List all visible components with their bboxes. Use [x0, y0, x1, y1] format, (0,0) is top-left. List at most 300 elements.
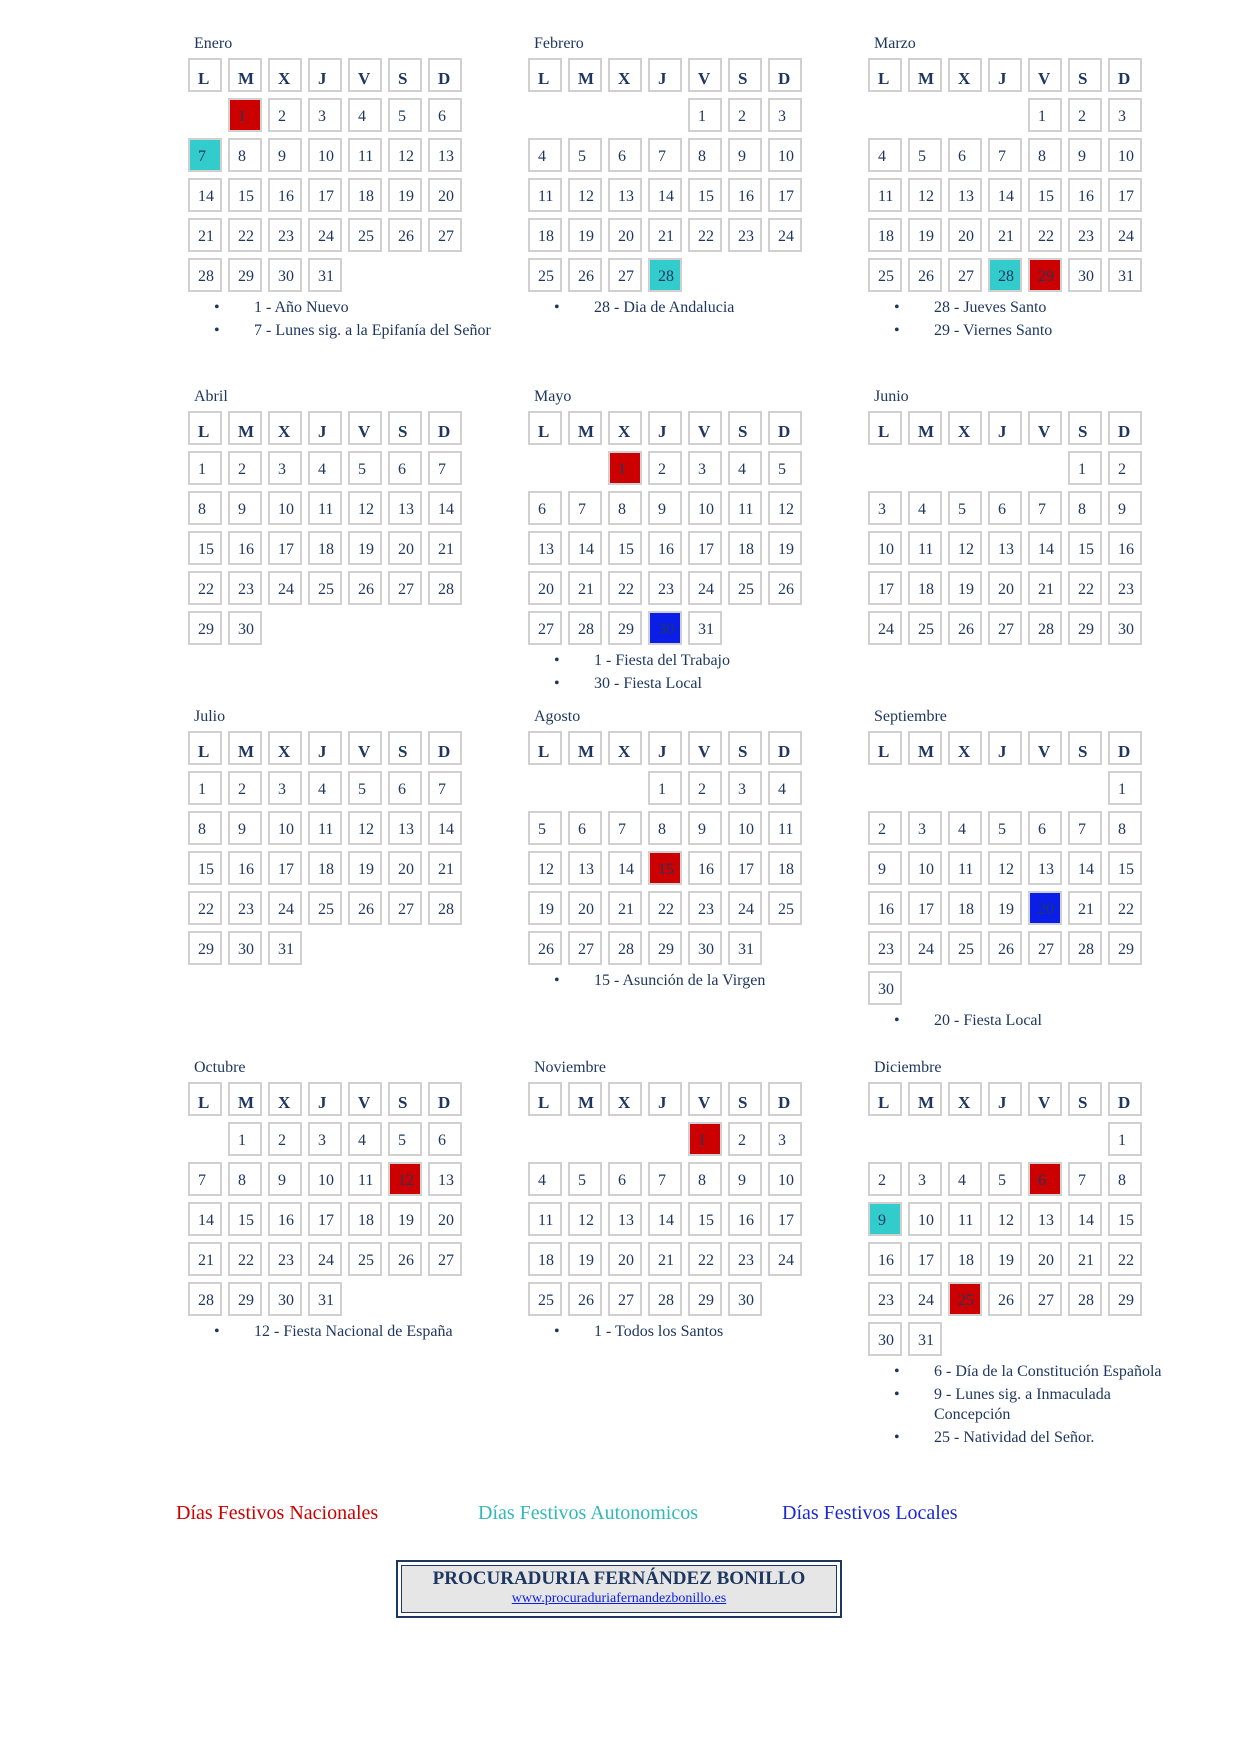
day-cell: 11 — [868, 178, 902, 212]
day-cell: 23 — [268, 1242, 302, 1276]
day-cell: 7 — [428, 451, 462, 485]
day-cell: 12 — [528, 851, 562, 885]
day-cell: 4 — [948, 1162, 982, 1196]
weekday-header: L — [528, 731, 562, 765]
empty-cell — [988, 98, 1022, 132]
holiday-list — [528, 1322, 828, 1342]
footer-brand: PROCURADURIA FERNÁNDEZ BONILLO — [432, 1568, 806, 1589]
day-cell: 15 — [188, 851, 222, 885]
day-cell: 22 — [1108, 891, 1142, 925]
day-cell: 18 — [908, 571, 942, 605]
day-cell: 19 — [388, 1202, 422, 1236]
day-cell: 14 — [568, 531, 602, 565]
month-title: Julio — [194, 708, 226, 725]
weekday-header: V — [1028, 411, 1062, 445]
day-cell: 31 — [688, 611, 722, 645]
weekday-header: V — [348, 1082, 382, 1116]
day-cell: 13 — [388, 491, 422, 525]
footer-website-link[interactable]: www.procuraduriafernandezbonillo.es — [511, 1591, 727, 1606]
day-cell: 27 — [428, 1242, 462, 1276]
weekday-header: M — [568, 731, 602, 765]
day-cell: 16 — [688, 851, 722, 885]
weekday-header: V — [688, 1082, 722, 1116]
day-cell: 26 — [348, 571, 382, 605]
month-grid — [528, 58, 828, 292]
day-cell: 21 — [648, 218, 682, 252]
day-cell: 26 — [908, 258, 942, 292]
weekday-header: V — [1028, 58, 1062, 92]
day-cell: 15 — [228, 178, 262, 212]
day-cell: 28 — [1068, 1282, 1102, 1316]
weekday-header: S — [1068, 58, 1102, 92]
weekday-header: S — [388, 411, 422, 445]
day-cell: 28 — [428, 571, 462, 605]
day-cell: 4 — [528, 138, 562, 172]
weekday-header: V — [688, 411, 722, 445]
day-cell: 27 — [1028, 1282, 1062, 1316]
day-cell: 25 — [348, 218, 382, 252]
weekday-header: L — [868, 411, 902, 445]
day-cell: 1 — [1108, 771, 1142, 805]
day-cell: 16 — [728, 1202, 762, 1236]
day-cell: 16 — [1068, 178, 1102, 212]
day-cell: 3 — [268, 771, 302, 805]
day-cell: 3 — [908, 1162, 942, 1196]
day-cell: 21 — [1068, 1242, 1102, 1276]
day-cell: 14 — [608, 851, 642, 885]
day-cell: 26 — [568, 258, 602, 292]
day-cell: 13 — [428, 138, 462, 172]
day-cell: 19 — [568, 218, 602, 252]
weekday-header: X — [608, 58, 642, 92]
day-cell: 21 — [1028, 571, 1062, 605]
day-cell: 9 — [688, 811, 722, 845]
day-cell: 2 — [648, 451, 682, 485]
day-cell: 29 — [228, 1282, 262, 1316]
holiday-day-cell: 20 — [1028, 891, 1062, 925]
day-cell: 2 — [868, 811, 902, 845]
day-cell: 31 — [1108, 258, 1142, 292]
weekday-header: S — [388, 58, 422, 92]
day-cell: 4 — [948, 811, 982, 845]
day-cell: 12 — [388, 138, 422, 172]
day-cell: 2 — [268, 98, 302, 132]
day-cell: 13 — [988, 531, 1022, 565]
weekday-header: J — [308, 411, 342, 445]
month-title: Marzo — [874, 35, 916, 52]
day-cell: 27 — [988, 611, 1022, 645]
day-cell: 8 — [228, 138, 262, 172]
holiday-note: • 6 - Día de la Constitución Española — [868, 1362, 1174, 1382]
day-cell: 18 — [348, 178, 382, 212]
weekday-header: L — [528, 58, 562, 92]
day-cell: 1 — [688, 98, 722, 132]
day-cell: 18 — [348, 1202, 382, 1236]
day-cell: 1 — [1028, 98, 1062, 132]
day-cell: 8 — [1028, 138, 1062, 172]
day-cell: 22 — [688, 1242, 722, 1276]
weekday-header: M — [908, 58, 942, 92]
holiday-list — [528, 651, 828, 694]
day-cell: 2 — [728, 98, 762, 132]
weekday-header: L — [868, 731, 902, 765]
weekday-header: V — [348, 58, 382, 92]
day-cell: 6 — [388, 451, 422, 485]
day-cell: 24 — [728, 891, 762, 925]
day-cell: 22 — [228, 1242, 262, 1276]
day-cell: 14 — [988, 178, 1022, 212]
empty-cell — [528, 451, 562, 485]
day-cell: 2 — [228, 451, 262, 485]
day-cell: 6 — [388, 771, 422, 805]
holiday-note: • 15 - Asunción de la Virgen — [528, 971, 834, 991]
day-cell: 24 — [768, 218, 802, 252]
holiday-day-cell: 9 — [868, 1202, 902, 1236]
holiday-note: • 29 - Viernes Santo — [868, 321, 1174, 341]
day-cell: 26 — [568, 1282, 602, 1316]
empty-cell — [948, 771, 982, 805]
day-cell: 25 — [728, 571, 762, 605]
day-cell: 4 — [308, 451, 342, 485]
day-cell: 21 — [428, 851, 462, 885]
day-cell: 11 — [948, 851, 982, 885]
month-grid — [528, 1082, 828, 1316]
day-cell: 1 — [1108, 1122, 1142, 1156]
day-cell: 17 — [728, 851, 762, 885]
day-cell: 19 — [348, 531, 382, 565]
day-cell: 4 — [868, 138, 902, 172]
empty-cell — [1028, 771, 1062, 805]
day-cell: 7 — [648, 138, 682, 172]
month-grid — [528, 411, 828, 645]
day-cell: 7 — [188, 1162, 222, 1196]
day-cell: 11 — [768, 811, 802, 845]
day-cell: 18 — [308, 851, 342, 885]
day-cell: 24 — [268, 891, 302, 925]
day-cell: 3 — [308, 1122, 342, 1156]
day-cell: 10 — [268, 811, 302, 845]
day-cell: 29 — [1068, 611, 1102, 645]
day-cell: 1 — [228, 1122, 262, 1156]
legend-autonomic: Días Festivos Autonomicos — [478, 1502, 699, 1524]
empty-cell — [948, 98, 982, 132]
day-cell: 15 — [1108, 1202, 1142, 1236]
day-cell: 16 — [868, 891, 902, 925]
day-cell: 16 — [1108, 531, 1142, 565]
day-cell: 4 — [348, 1122, 382, 1156]
holiday-day-cell: 29 — [1028, 258, 1062, 292]
weekday-header: X — [608, 411, 642, 445]
day-cell: 17 — [868, 571, 902, 605]
month-grid — [868, 411, 1168, 645]
day-cell: 14 — [428, 491, 462, 525]
day-cell: 29 — [188, 611, 222, 645]
weekday-header: X — [268, 731, 302, 765]
empty-cell — [948, 451, 982, 485]
day-cell: 21 — [568, 571, 602, 605]
month-grid — [528, 731, 828, 965]
empty-cell — [608, 771, 642, 805]
day-cell: 24 — [688, 571, 722, 605]
day-cell: 18 — [728, 531, 762, 565]
day-cell: 21 — [1068, 891, 1102, 925]
holiday-note: • 1 - Fiesta del Trabajo — [528, 651, 834, 671]
day-cell: 30 — [228, 611, 262, 645]
holiday-day-cell: 7 — [188, 138, 222, 172]
day-cell: 24 — [308, 1242, 342, 1276]
day-cell: 31 — [308, 258, 342, 292]
day-cell: 27 — [528, 611, 562, 645]
day-cell: 8 — [648, 811, 682, 845]
day-cell: 28 — [188, 258, 222, 292]
day-cell: 25 — [308, 571, 342, 605]
day-cell: 30 — [868, 971, 902, 1005]
day-cell: 31 — [728, 931, 762, 965]
day-cell: 2 — [228, 771, 262, 805]
day-cell: 5 — [568, 1162, 602, 1196]
day-cell: 19 — [568, 1242, 602, 1276]
day-cell: 4 — [308, 771, 342, 805]
day-cell: 20 — [988, 571, 1022, 605]
weekday-header: X — [268, 1082, 302, 1116]
holiday-day-cell: 1 — [688, 1122, 722, 1156]
holiday-list — [868, 298, 1168, 341]
day-cell: 19 — [948, 571, 982, 605]
weekday-header: D — [1108, 411, 1142, 445]
day-cell: 6 — [608, 138, 642, 172]
weekday-header: L — [868, 1082, 902, 1116]
empty-cell — [868, 98, 902, 132]
empty-cell — [988, 1122, 1022, 1156]
day-cell: 19 — [388, 178, 422, 212]
day-cell: 20 — [528, 571, 562, 605]
month-grid — [868, 58, 1168, 292]
day-cell: 17 — [688, 531, 722, 565]
day-cell: 31 — [308, 1282, 342, 1316]
day-cell: 22 — [188, 891, 222, 925]
day-cell: 11 — [948, 1202, 982, 1236]
day-cell: 11 — [308, 491, 342, 525]
holiday-list — [528, 298, 828, 318]
day-cell: 14 — [1068, 1202, 1102, 1236]
empty-cell — [1068, 1122, 1102, 1156]
day-cell: 6 — [528, 491, 562, 525]
day-cell: 9 — [648, 491, 682, 525]
legend-local: Días Festivos Locales — [782, 1502, 958, 1524]
day-cell: 6 — [428, 1122, 462, 1156]
day-cell: 13 — [428, 1162, 462, 1196]
day-cell: 13 — [1028, 1202, 1062, 1236]
day-cell: 23 — [228, 891, 262, 925]
day-cell: 1 — [188, 451, 222, 485]
empty-cell — [988, 451, 1022, 485]
day-cell: 25 — [308, 891, 342, 925]
day-cell: 15 — [228, 1202, 262, 1236]
day-cell: 7 — [428, 771, 462, 805]
day-cell: 18 — [948, 1242, 982, 1276]
day-cell: 23 — [868, 1282, 902, 1316]
day-cell: 16 — [228, 531, 262, 565]
day-cell: 3 — [908, 811, 942, 845]
weekday-header: M — [228, 1082, 262, 1116]
day-cell: 10 — [268, 491, 302, 525]
weekday-header: X — [608, 731, 642, 765]
day-cell: 20 — [428, 178, 462, 212]
day-cell: 13 — [568, 851, 602, 885]
holiday-day-cell: 28 — [988, 258, 1022, 292]
day-cell: 14 — [648, 178, 682, 212]
empty-cell — [1028, 1122, 1062, 1156]
day-cell: 14 — [188, 178, 222, 212]
month-agosto — [528, 707, 828, 994]
month-grid — [188, 58, 488, 292]
day-cell: 10 — [308, 1162, 342, 1196]
day-cell: 15 — [1028, 178, 1062, 212]
day-cell: 11 — [728, 491, 762, 525]
weekday-header: M — [568, 58, 602, 92]
weekday-header: D — [428, 1082, 462, 1116]
day-cell: 16 — [268, 178, 302, 212]
day-cell: 30 — [688, 931, 722, 965]
holiday-day-cell: 28 — [648, 258, 682, 292]
day-cell: 22 — [1068, 571, 1102, 605]
day-cell: 10 — [868, 531, 902, 565]
day-cell: 9 — [728, 1162, 762, 1196]
day-cell: 10 — [688, 491, 722, 525]
day-cell: 8 — [608, 491, 642, 525]
holiday-note: • 20 - Fiesta Local — [868, 1011, 1174, 1031]
day-cell: 9 — [1068, 138, 1102, 172]
day-cell: 9 — [228, 811, 262, 845]
day-cell: 28 — [568, 611, 602, 645]
day-cell: 15 — [1068, 531, 1102, 565]
weekday-header: M — [908, 1082, 942, 1116]
day-cell: 18 — [868, 218, 902, 252]
month-title: Junio — [874, 388, 909, 405]
day-cell: 17 — [768, 1202, 802, 1236]
day-cell: 2 — [728, 1122, 762, 1156]
weekday-header: V — [1028, 1082, 1062, 1116]
weekday-header: D — [428, 411, 462, 445]
day-cell: 10 — [308, 138, 342, 172]
empty-cell — [608, 98, 642, 132]
weekday-header: S — [1068, 1082, 1102, 1116]
month-title: Enero — [194, 35, 233, 52]
day-cell: 1 — [648, 771, 682, 805]
day-cell: 3 — [268, 451, 302, 485]
weekday-header: J — [648, 1082, 682, 1116]
holiday-list — [188, 1322, 488, 1342]
day-cell: 23 — [728, 218, 762, 252]
day-cell: 25 — [348, 1242, 382, 1276]
day-cell: 21 — [608, 891, 642, 925]
weekday-header: S — [728, 731, 762, 765]
day-cell: 6 — [428, 98, 462, 132]
day-cell: 15 — [1108, 851, 1142, 885]
day-cell: 22 — [1028, 218, 1062, 252]
day-cell: 14 — [1028, 531, 1062, 565]
weekday-header: S — [728, 411, 762, 445]
month-grid — [868, 731, 1168, 1005]
weekday-header: D — [1108, 731, 1142, 765]
weekday-header: V — [688, 58, 722, 92]
weekday-header: L — [528, 1082, 562, 1116]
day-cell: 9 — [728, 138, 762, 172]
day-cell: 20 — [428, 1202, 462, 1236]
day-cell: 8 — [688, 138, 722, 172]
day-cell: 11 — [908, 531, 942, 565]
day-cell: 18 — [528, 218, 562, 252]
weekday-header: J — [988, 58, 1022, 92]
empty-cell — [908, 451, 942, 485]
day-cell: 21 — [188, 1242, 222, 1276]
day-cell: 3 — [308, 98, 342, 132]
day-cell: 7 — [1068, 1162, 1102, 1196]
day-cell: 6 — [988, 491, 1022, 525]
day-cell: 27 — [428, 218, 462, 252]
day-cell: 11 — [348, 1162, 382, 1196]
holiday-list — [528, 971, 828, 991]
day-cell: 24 — [1108, 218, 1142, 252]
day-cell: 4 — [728, 451, 762, 485]
day-cell: 2 — [868, 1162, 902, 1196]
holiday-day-cell: 25 — [948, 1282, 982, 1316]
empty-cell — [908, 1122, 942, 1156]
day-cell: 25 — [948, 931, 982, 965]
weekday-header: L — [188, 58, 222, 92]
month-mayo — [528, 387, 828, 697]
day-cell: 17 — [768, 178, 802, 212]
weekday-header: J — [308, 58, 342, 92]
day-cell: 28 — [188, 1282, 222, 1316]
day-cell: 10 — [908, 1202, 942, 1236]
month-title: Noviembre — [534, 1059, 606, 1076]
day-cell: 19 — [988, 1242, 1022, 1276]
day-cell: 23 — [728, 1242, 762, 1276]
day-cell: 21 — [188, 218, 222, 252]
day-cell: 20 — [388, 531, 422, 565]
holiday-day-cell: 15 — [648, 851, 682, 885]
weekday-header: L — [188, 1082, 222, 1116]
day-cell: 2 — [1068, 98, 1102, 132]
holiday-day-cell: 30 — [648, 611, 682, 645]
day-cell: 5 — [948, 491, 982, 525]
day-cell: 23 — [1108, 571, 1142, 605]
day-cell: 19 — [528, 891, 562, 925]
weekday-header: L — [528, 411, 562, 445]
day-cell: 29 — [228, 258, 262, 292]
day-cell: 29 — [688, 1282, 722, 1316]
weekday-header: X — [608, 1082, 642, 1116]
day-cell: 1 — [1068, 451, 1102, 485]
day-cell: 8 — [688, 1162, 722, 1196]
day-cell: 18 — [528, 1242, 562, 1276]
day-cell: 6 — [608, 1162, 642, 1196]
empty-cell — [528, 98, 562, 132]
day-cell: 27 — [568, 931, 602, 965]
month-title: Diciembre — [874, 1059, 942, 1076]
day-cell: 19 — [988, 891, 1022, 925]
empty-cell — [188, 98, 222, 132]
holiday-note: • 7 - Lunes sig. a la Epifanía del Señor — [188, 321, 494, 341]
day-cell: 2 — [268, 1122, 302, 1156]
day-cell: 17 — [308, 1202, 342, 1236]
day-cell: 13 — [948, 178, 982, 212]
day-cell: 17 — [268, 531, 302, 565]
day-cell: 25 — [868, 258, 902, 292]
day-cell: 25 — [528, 258, 562, 292]
day-cell: 29 — [1108, 1282, 1142, 1316]
